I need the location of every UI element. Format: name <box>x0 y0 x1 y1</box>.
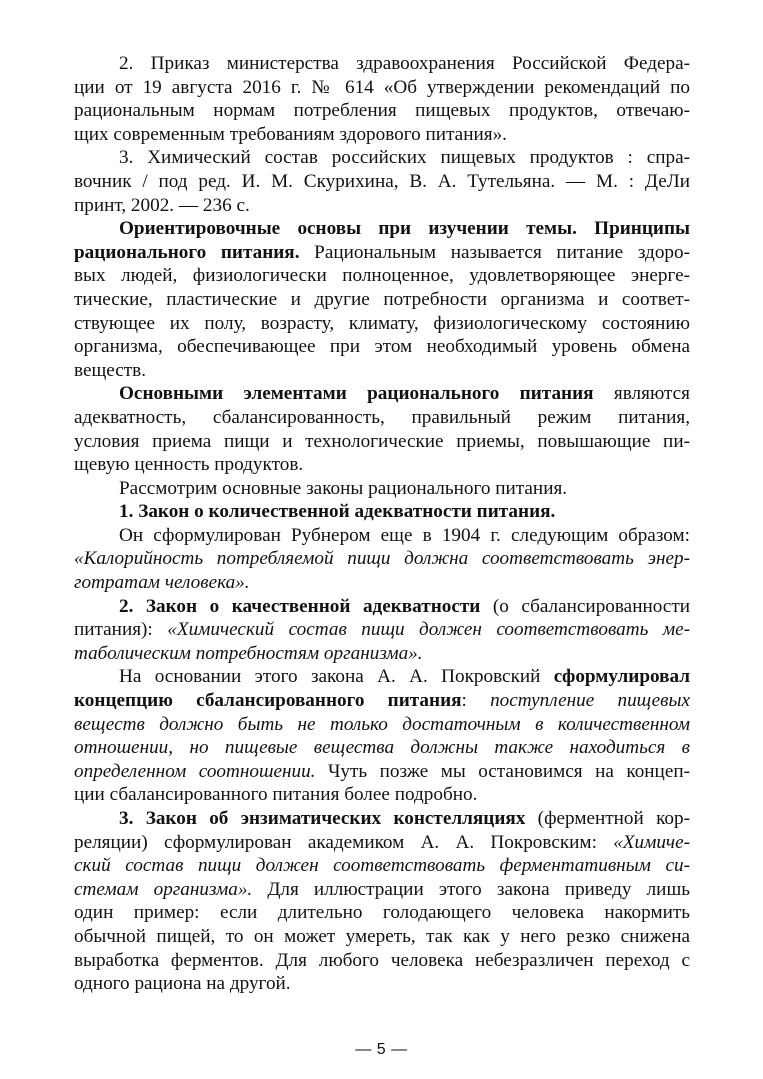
italic-text: ский состав пищи должен соответствовать ферментативным си- <box>74 855 690 877</box>
text-span: щих современным требованиям здорового питания». <box>74 123 507 145</box>
text-span: (ферментной кор- <box>525 808 691 829</box>
text-span: Рациональным называется питание здоро- <box>299 241 690 263</box>
text-span: ствующее их полу, возрасту, климату, физиологическому состоянию <box>74 312 690 334</box>
text-line <box>74 382 690 406</box>
text-span: питания): <box>74 619 168 641</box>
italic-text: таболическим потребностям организма». <box>74 642 423 664</box>
text-span: рациональным нормам потребления пищевых продуктов, отвечаю- <box>74 100 690 122</box>
italic-text: веществ должно быть не только достаточным в количественном <box>74 713 690 735</box>
text-line <box>74 595 690 619</box>
text-line <box>74 547 690 571</box>
italic-text: готратам человека». <box>74 572 250 594</box>
text-line <box>74 949 690 973</box>
text-line <box>74 241 690 265</box>
text-line <box>74 854 690 878</box>
italic-text: определенном соотношении. <box>74 760 316 782</box>
text-line <box>74 736 690 760</box>
text-line <box>74 288 690 312</box>
text-line <box>74 831 690 855</box>
italic-text: поступление пищевых <box>490 690 690 712</box>
text-span: условия приема пищи и технологические приемы, повышающие пи- <box>74 430 690 452</box>
text-line <box>74 689 690 713</box>
bold-text: Основными элементами рационального питания <box>119 383 594 405</box>
text-span: обычной пищей, то он может умереть, так как у него резко снижена <box>74 925 690 947</box>
text-line <box>74 925 690 949</box>
text-line <box>74 571 690 595</box>
italic-text: «Калорийность потребляемой пищи должна соответствовать энер- <box>74 548 690 570</box>
text-line <box>74 335 690 359</box>
text-line <box>74 618 690 642</box>
bold-text: сформулировал <box>553 666 690 688</box>
text-line <box>74 453 690 477</box>
bold-text: 3. Закон об энзиматических констелляциях <box>119 808 526 829</box>
text-span: : <box>461 690 491 712</box>
italic-text: «Химиче- <box>613 831 690 853</box>
page-body <box>74 52 690 996</box>
page-number: — 5 — <box>355 1041 408 1058</box>
text-line <box>74 99 690 123</box>
text-line <box>74 217 690 241</box>
text-span: организма, обеспечивающее при этом необходимый уровень обмена <box>74 336 690 358</box>
text-line <box>74 783 690 807</box>
text-span: реляции) сформулирован академиком А. А. Покровским: <box>74 831 614 853</box>
text-span: ции сбалансированного питания более подробно. <box>74 784 478 806</box>
text-span: одного рациона на другой. <box>74 973 291 995</box>
text-line <box>74 406 690 430</box>
text-span: Рассмотрим основные законы рационального питания. <box>119 477 568 499</box>
bold-text: 1. Закон о количественной адекватности питания. <box>119 501 556 523</box>
bold-text: Ориентировочные основы при изучении темы. Принципы <box>119 218 690 240</box>
text-span: вых людей, физиологически полноценное, удовлетворяющее энерге- <box>74 265 690 287</box>
text-line <box>74 878 690 902</box>
italic-text: стемам организма». <box>74 878 253 900</box>
text-span: выработка ферментов. Для любого человека небезразличен переход с <box>74 949 690 971</box>
italic-text: отношении, но пищевые вещества должны также находиться в <box>74 737 690 759</box>
text-span: щевую ценность продуктов. <box>74 454 304 476</box>
text-span: На основании этого закона А. А. Покровский <box>119 666 554 688</box>
text-line <box>74 430 690 454</box>
text-line <box>74 901 690 925</box>
text-span: веществ. <box>74 359 146 381</box>
italic-text: «Химический состав пищи должен соответствовать ме- <box>167 619 690 641</box>
bold-text: концепцию сбалансированного питания <box>74 690 462 712</box>
text-span: 2. Приказ министерства здравоохранения Российской Федера- <box>119 53 690 74</box>
text-span: тические, пластические и другие потребности организма и соответ- <box>74 288 690 310</box>
text-line <box>74 665 690 689</box>
text-line <box>74 477 690 501</box>
text-line <box>74 170 690 194</box>
text-line <box>74 146 690 170</box>
text-span: один пример: если длительно голодающего человека накормить <box>74 902 690 924</box>
text-span: Чуть позже мы остановимся на концеп- <box>315 760 690 782</box>
text-line <box>74 972 690 996</box>
bold-text: рационального питания. <box>74 241 300 263</box>
text-line <box>74 76 690 100</box>
text-span: (о сбалансированности <box>480 595 690 617</box>
text-line <box>74 194 690 218</box>
text-span: являются <box>593 383 690 405</box>
text-span: 3. Химический состав российских пищевых продуктов : спра- <box>119 147 690 169</box>
text-line <box>74 123 690 147</box>
text-line <box>74 52 690 76</box>
text-line <box>74 500 690 524</box>
text-line <box>74 312 690 336</box>
text-span: принт, 2002. — 236 с. <box>74 194 250 216</box>
text-line <box>74 760 690 784</box>
text-line <box>74 713 690 737</box>
text-line <box>74 359 690 383</box>
text-span: вочник / под ред. И. М. Скурихина, В. А. Тутельяна. — М. : ДеЛи <box>74 170 690 192</box>
text-span: Для иллюстрации этого закона приведу лишь <box>252 878 690 900</box>
text-line <box>74 642 690 666</box>
text-line <box>74 524 690 548</box>
text-span: Он сформулирован Рубнером еще в 1904 г. следующим образом: <box>119 524 690 546</box>
text-line <box>74 807 690 831</box>
bold-text: 2. Закон о качественной адекватности <box>119 595 481 617</box>
text-line <box>74 264 690 288</box>
text-span: адекватность, сбалансированность, правильный режим питания, <box>74 406 690 428</box>
text-span: ции от 19 августа 2016 г. № 614 «Об утверждении рекомендаций по <box>74 76 690 98</box>
